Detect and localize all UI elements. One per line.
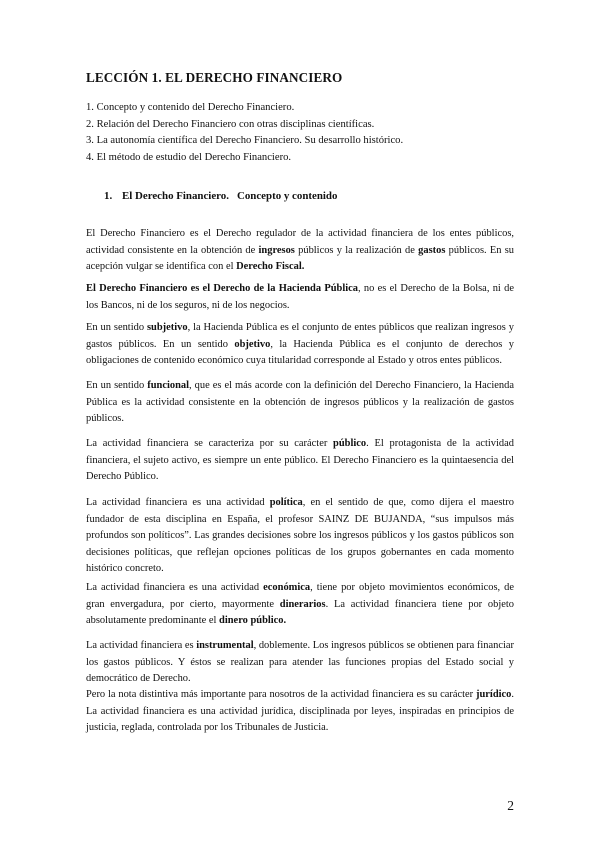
section-heading bbox=[104, 190, 337, 202]
paragraph: Pero la nota distintiva más importante para nosotros de la actividad financiera es su carácter jurídico. La actividad financiera es una actividad jurídica, disciplinada por leyes, inspiradas en principios de justicia, reglada, controlada por los Tribunales de Justicia. bbox=[86, 689, 514, 733]
table-of-contents bbox=[86, 100, 526, 166]
page-number: 2 bbox=[507, 798, 514, 813]
section-title: El Derecho Financiero. bbox=[122, 190, 229, 202]
toc-item: 3. La autonomía científica del Derecho Financiero. Su desarrollo histórico. bbox=[86, 135, 404, 146]
paragraph: La actividad financiera es una actividad política, en el sentido de que, como dijera el maestro fundador de esta disciplina en España, el profesor SAINZ DE BUJANDA, “sus impulsos más profundos son políticos”. Las grandes decisiones sobre los ingresos públicos y los gastos públicos son decisiones políticas, que reflejan opciones políticas de los grupos gobernantes en cada momento histórico concreto. bbox=[86, 497, 514, 574]
paragraph: La actividad financiera se caracteriza por su carácter público. El protagonista de la actividad financiera, el sujeto activo, es siempre un ente público. El Derecho Financiero es la quintaesencia del Derecho Público. bbox=[86, 438, 514, 482]
paragraph: El Derecho Financiero es el Derecho de la Hacienda Pública, no es el Derecho de la Bolsa, ni de los Bancos, ni de los seguros, ni de los negocios. bbox=[86, 283, 514, 311]
toc-item: 2. Relación del Derecho Financiero con otras disciplinas científicas. bbox=[86, 118, 375, 130]
paragraph: En un sentido funcional, que es el más acorde con la definición del Derecho Financiero, la Hacienda Pública es la actividad consistente en la obtención de ingresos públicos y la realización de gastos públicos. bbox=[86, 380, 515, 424]
toc-item: 1. Concepto y contenido del Derecho Financiero. bbox=[86, 102, 295, 113]
paragraph: El Derecho Financiero es el Derecho regulador de la actividad financiera de los entes públicos, actividad consistente en la obtención de ingresos públicos y la realización de gastos públicos. En su acepción vulgar se identifica con el Derecho Fiscal. bbox=[86, 228, 514, 272]
section-number: 1. bbox=[104, 190, 113, 202]
lesson-title: LECCIÓN 1. EL DERECHO FINANCIERO bbox=[86, 70, 343, 85]
section-subtitle: Concepto y contenido bbox=[236, 190, 338, 202]
toc-item: 4. El método de estudio del Derecho Financiero. bbox=[86, 151, 292, 163]
paragraph: En un sentido subjetivo, la Hacienda Pública es el conjunto de entes públicos que realizan ingresos y gastos públicos. En un sentido objetivo, la Hacienda Pública es el conjunto de derechos y obligaciones de contenido económico cuya titularidad corresponde al Estado y otros entes públicos. bbox=[86, 322, 514, 366]
paragraph: La actividad financiera es instrumental, doblemente. Los ingresos públicos se obtienen para financiar los gastos públicos. Y éstos se realizan para atender las funciones propias del Estado social y democrático de Derecho. bbox=[86, 640, 514, 684]
paragraph: La actividad financiera es una actividad económica, tiene por objeto movimientos económicos, de gran envergadura, por cierto, mayormente dinerarios. La actividad financiera tiene por objeto absolutamente predominante el dinero público. bbox=[86, 582, 514, 626]
